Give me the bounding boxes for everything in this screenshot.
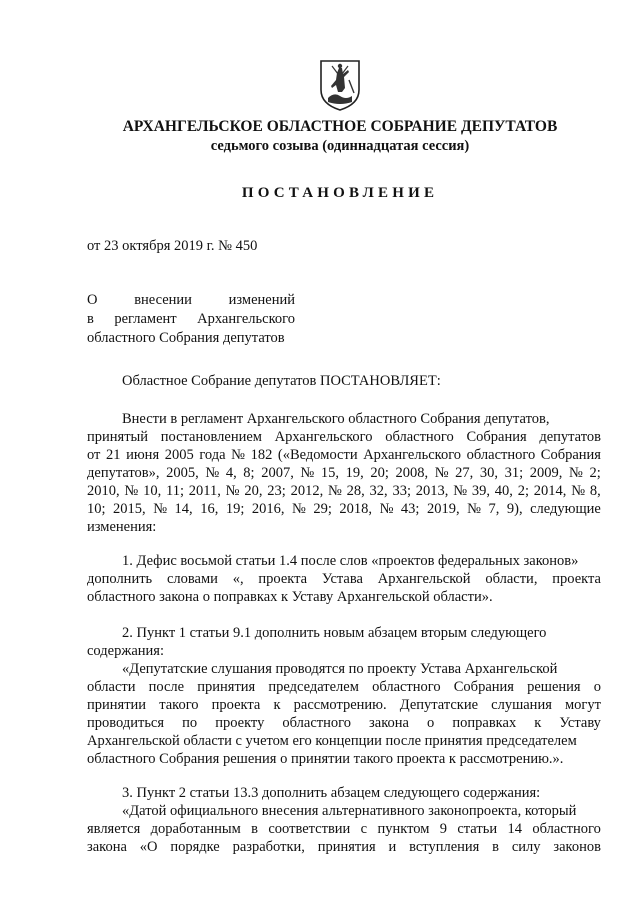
body-word: председателем <box>268 679 359 695</box>
body-word: 2016, <box>251 501 285 517</box>
body-word: после <box>148 679 185 695</box>
body-word: могут <box>565 697 601 713</box>
subject-line-3: областного Собрания депутатов <box>87 330 285 346</box>
body-word: Архангельской <box>377 571 471 587</box>
body-word: № <box>379 501 394 517</box>
body-word: постановлением <box>160 429 262 445</box>
body-line: областного закона о поправках к Уставу Архангельской области». <box>87 589 493 605</box>
body-line: 2. Пункт 1 статьи 9.1 дополнить новым абзацем вторым следующего <box>122 625 547 641</box>
body-word: 8; <box>243 465 255 481</box>
subject-word: О <box>87 292 98 308</box>
body-word: областного <box>466 447 536 463</box>
body-word: в <box>492 839 500 855</box>
body-line: содержания: <box>87 643 165 659</box>
body-word: в <box>251 821 259 837</box>
body-word: 11; <box>165 483 184 499</box>
body-word: закона <box>369 715 409 731</box>
body-word: о <box>593 679 601 695</box>
body-word: областного <box>282 715 351 731</box>
body-word: июня <box>126 447 160 463</box>
body-word: 2013, <box>415 483 449 499</box>
subject-word: внесении <box>134 292 192 308</box>
body-word: областного <box>532 821 601 837</box>
body-word: 2015, <box>113 501 146 517</box>
body-word: 16, <box>200 501 219 517</box>
body-line: изменения: <box>87 519 157 535</box>
body-word: № <box>467 501 481 517</box>
body-word: Собрания <box>466 429 527 445</box>
body-word: № <box>292 501 306 517</box>
body-line: Внести в регламент Архангельского областного Собрания депутатов, <box>122 411 550 427</box>
subject-word: изменений <box>228 292 295 308</box>
document-type-title: ПОСТАНОВЛЕНИЕ <box>241 185 439 201</box>
body-word: 182 <box>250 447 273 463</box>
body-word: Устава <box>321 571 363 587</box>
body-word: вступления <box>409 839 480 855</box>
body-word: проекта <box>211 697 261 713</box>
subject-line-1 <box>87 292 295 309</box>
body-word: проводиться <box>87 715 165 731</box>
body-word: 2005 <box>164 447 194 463</box>
body-word: 30, <box>479 465 499 481</box>
body-line <box>87 464 601 482</box>
body-word: 20; <box>370 465 389 481</box>
body-word: Архангельского <box>363 447 462 463</box>
preamble: Областное Собрание депутатов ПОСТАНОВЛЯЕТ: <box>122 373 441 389</box>
body-word: областного <box>385 429 454 445</box>
body-word: к <box>273 697 281 713</box>
body-word: с <box>360 821 368 837</box>
body-word: 14, <box>174 501 193 517</box>
body-line <box>87 428 601 446</box>
body-word: Архангельского <box>274 429 373 445</box>
body-word: рассмотрению. <box>293 697 387 713</box>
body-word: порядке <box>170 839 220 855</box>
body-word: дополнить <box>87 571 153 587</box>
body-word: от <box>87 447 101 463</box>
body-word: 19, <box>345 465 364 481</box>
body-word: 15, <box>320 465 339 481</box>
body-line <box>87 838 601 856</box>
body-word: проекта <box>258 571 308 587</box>
body-word: № <box>225 483 240 499</box>
body-word: следующие <box>530 501 601 517</box>
body-word: 2005, <box>166 465 199 481</box>
body-line: «Датой официального внесения альтернативного законопроекта, который <box>122 803 577 819</box>
body-word: № <box>327 483 342 499</box>
body-word: 10; <box>87 501 106 517</box>
body-word: № <box>231 447 245 463</box>
subject-word: регламент <box>114 311 177 327</box>
body-word: 2007, <box>261 465 294 481</box>
body-word: 19; <box>225 501 245 517</box>
body-word: 9), <box>506 501 523 517</box>
body-word: разработки, <box>232 839 305 855</box>
body-word: 32, <box>369 483 388 499</box>
body-word: 10, <box>143 483 162 499</box>
body-word: 14 <box>507 821 522 837</box>
body-word: 39, <box>471 483 490 499</box>
body-word: законов <box>553 839 601 855</box>
body-line <box>87 820 601 838</box>
body-word: 33; <box>392 483 411 499</box>
body-word: 31; <box>504 465 524 481</box>
body-line: 1. Дефис восьмой статьи 1.4 после слов «проектов федеральных законов» <box>122 553 579 569</box>
body-word: 43; <box>400 501 420 517</box>
body-word: 29; <box>313 501 332 517</box>
body-word: такого <box>159 697 199 713</box>
body-word: «О <box>139 839 158 855</box>
body-word: 2; <box>589 465 601 481</box>
body-word: Собрания <box>540 447 601 463</box>
body-word: № <box>569 465 583 481</box>
body-word: 2011, <box>188 483 221 499</box>
body-word: 27, <box>455 465 474 481</box>
body-word: Уставу <box>559 715 601 731</box>
body-line <box>87 678 601 696</box>
body-word: № <box>300 465 315 481</box>
body-word: № <box>153 501 168 517</box>
body-word: № <box>434 465 449 481</box>
body-word: 2008, <box>395 465 429 481</box>
body-line <box>87 482 601 500</box>
body-word: № <box>453 483 468 499</box>
subject-word: в <box>87 311 94 327</box>
subject-line-2 <box>87 311 295 328</box>
body-word: 23; <box>267 483 286 499</box>
body-word: 2012, <box>290 483 324 499</box>
body-word: поправках <box>452 715 517 731</box>
body-word: проекта <box>552 571 601 587</box>
body-word: силу <box>511 839 541 855</box>
body-word: 2014, <box>533 483 567 499</box>
body-word: доработанным <box>150 821 241 837</box>
body-word: и <box>388 839 397 855</box>
body-line <box>87 446 601 464</box>
body-word: 28, <box>346 483 365 499</box>
document-date-number: от 23 октября 2019 г. № 450 <box>87 238 258 254</box>
body-word: № <box>205 465 220 481</box>
body-word: 9 <box>439 821 447 837</box>
body-line: «Депутатские слушания проводятся по проекту Устава Архангельской <box>122 661 558 677</box>
body-word: 2; <box>517 483 529 499</box>
body-line <box>87 500 601 518</box>
body-word: Собрания <box>453 679 514 695</box>
body-word: № <box>124 483 139 499</box>
body-word: принятии <box>87 697 147 713</box>
body-word: проекту <box>215 715 265 731</box>
body-word: статьи <box>457 821 498 837</box>
body-word: 2010, <box>87 483 120 499</box>
body-word: депутатов <box>539 429 601 445</box>
body-word: 2019, <box>426 501 460 517</box>
body-word: 7, <box>488 501 500 517</box>
body-line: областного Собрания решения о принятии такого проекта к рассмотрению.». <box>87 751 564 767</box>
body-line <box>87 570 601 588</box>
body-word: закона <box>87 839 127 855</box>
body-word: 2009, <box>529 465 563 481</box>
body-word: области <box>87 679 136 695</box>
body-word: года <box>199 447 226 463</box>
body-word: о <box>427 715 435 731</box>
body-word: принятия <box>317 839 376 855</box>
body-word: словами <box>166 571 218 587</box>
body-word: принятый <box>87 429 149 445</box>
organization-name: АРХАНГЕЛЬСКОЕ ОБЛАСТНОЕ СОБРАНИЕ ДЕПУТАТОВ <box>122 118 558 135</box>
body-line: Архангельской области с учетом его концепции после принятия председателем <box>87 733 577 749</box>
body-word: Депутатские <box>399 697 479 713</box>
coat-of-arms-icon <box>318 58 362 112</box>
body-word: «, <box>232 571 244 587</box>
body-word: принятия <box>197 679 256 695</box>
body-line: 3. Пункт 2 статьи 13.3 дополнить абзацем следующего содержания: <box>122 785 541 801</box>
body-word: № <box>571 483 586 499</box>
body-word: является <box>87 821 141 837</box>
body-word: 20, <box>244 483 263 499</box>
body-word: пунктом <box>377 821 430 837</box>
body-word: решения <box>527 679 581 695</box>
body-word: 21 <box>106 447 121 463</box>
convocation-session: седьмого созыва (одиннадцатая сессия) <box>210 138 470 154</box>
body-word: областного <box>372 679 441 695</box>
subject-word: Архангельского <box>197 311 295 327</box>
body-word: по <box>182 715 198 731</box>
body-word: 2018, <box>339 501 373 517</box>
body-word: 8, <box>589 483 601 499</box>
body-word: к <box>534 715 542 731</box>
body-line <box>87 696 601 714</box>
body-word: слушания <box>491 697 552 713</box>
body-word: («Ведомости <box>277 447 358 463</box>
body-word: соответствии <box>268 821 351 837</box>
body-word: 4, <box>225 465 237 481</box>
body-word: области, <box>485 571 538 587</box>
body-word: 40, <box>494 483 513 499</box>
body-word: депутатов», <box>87 465 160 481</box>
body-line <box>87 714 601 732</box>
